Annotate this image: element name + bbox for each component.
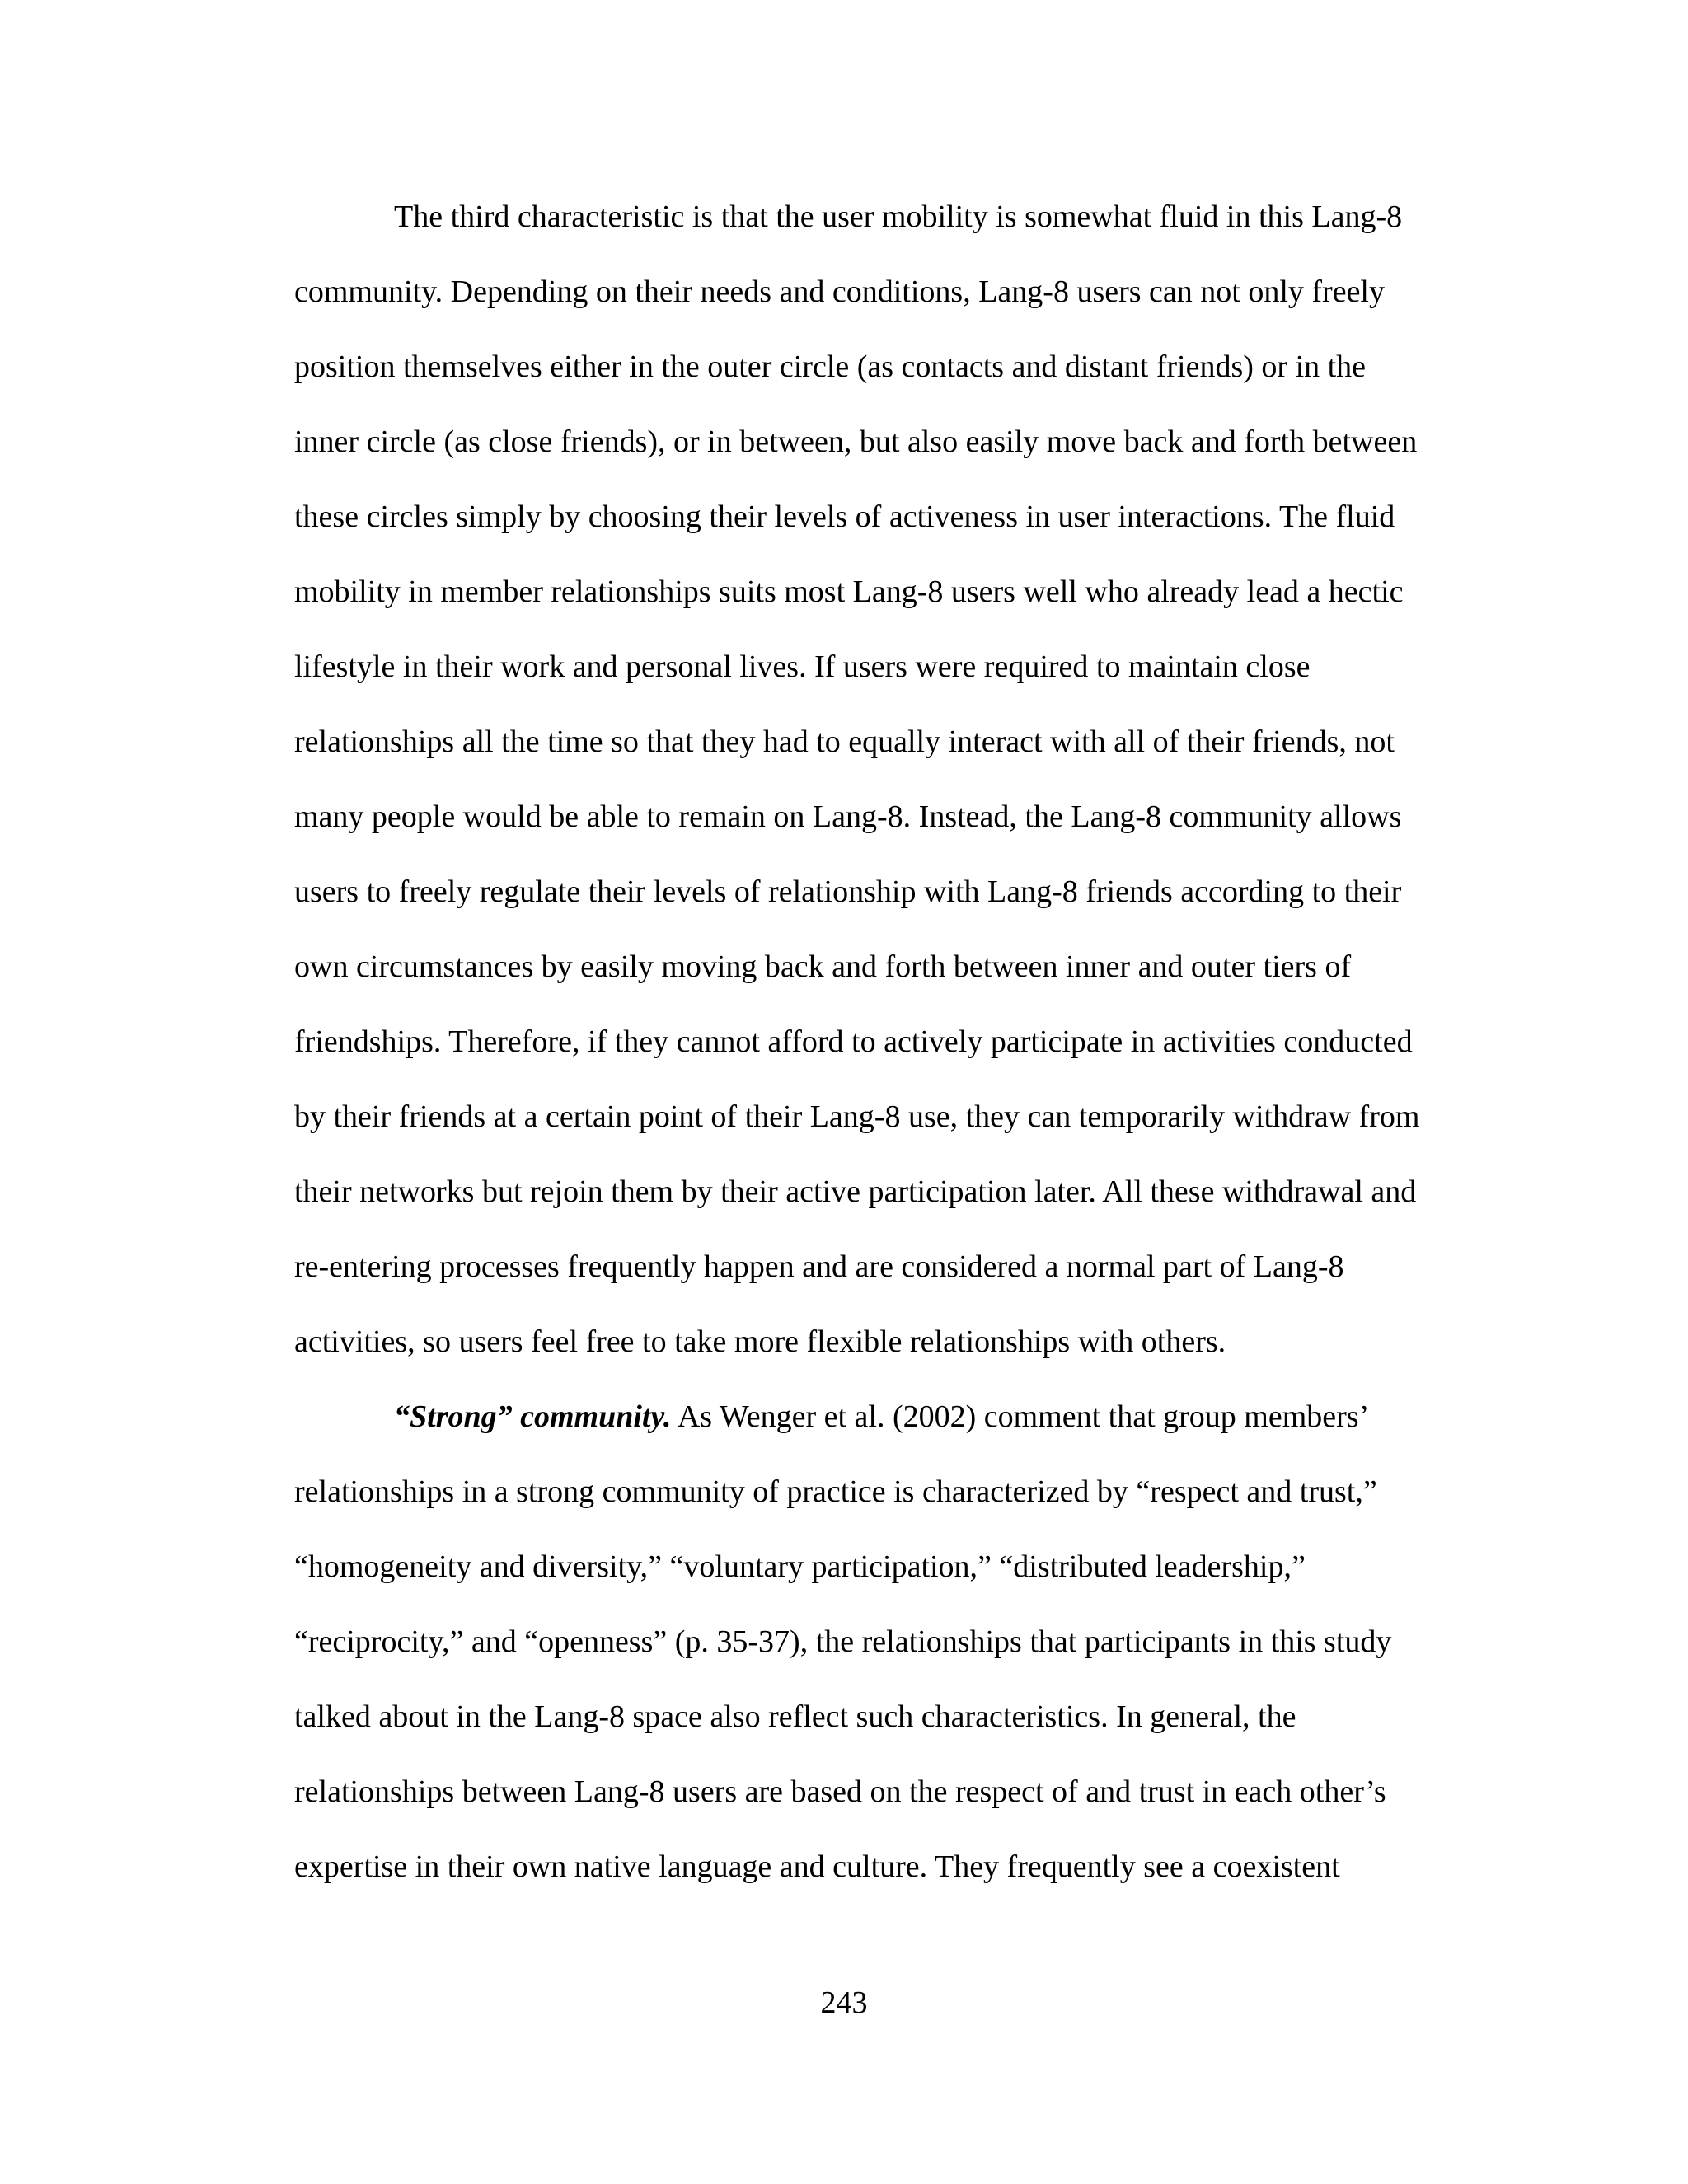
paragraph-1-line-6: mobility in member relationships suits most Lang-8 users well who already lead a hectic [294, 574, 1404, 609]
paragraph-2-line-1-text: As Wenger et al. (2002) comment that group members’ [671, 1399, 1370, 1434]
paragraph-1-line-1: The third characteristic is that the user mobility is somewhat fluid in this Lang-8 [394, 199, 1403, 234]
paragraph-1-line-12: friendships. Therefore, if they cannot afford to actively participate in activities conducted [294, 1024, 1413, 1059]
page-number: 243 [820, 1985, 868, 2020]
paragraph-1-line-7: lifestyle in their work and personal lives. If users were required to maintain close [294, 649, 1311, 684]
paragraph-2-line-3: “homogeneity and diversity,” “voluntary participation,” “distributed leadership,” [294, 1549, 1306, 1584]
paragraph-1-line-13: by their friends at a certain point of their Lang-8 use, they can temporarily withdraw from [294, 1099, 1420, 1134]
paragraph-1-line-11: own circumstances by easily moving back and forth between inner and outer tiers of [294, 949, 1352, 984]
paragraph-1-line-5: these circles simply by choosing their levels of activeness in user interactions. The fluid [294, 499, 1395, 534]
paragraph-2-line-7: expertise in their own native language and culture. They frequently see a coexistent [294, 1849, 1340, 1884]
paragraph-1-line-14: their networks but rejoin them by their active participation later. All these withdrawal and [294, 1174, 1417, 1209]
paragraph-2-line-2: relationships in a strong community of practice is characterized by “respect and trust,” [294, 1474, 1377, 1509]
paragraph-1-line-9: many people would be able to remain on Lang-8. Instead, the Lang-8 community allows [294, 799, 1402, 834]
paragraph-1-line-4: inner circle (as close friends), or in between, but also easily move back and forth between [294, 424, 1418, 459]
paragraph-1-line-8: relationships all the time so that they had to equally interact with all of their friends, not [294, 724, 1395, 759]
section-heading: “Strong” community. [394, 1399, 672, 1434]
paragraph-1-line-10: users to freely regulate their levels of relationship with Lang-8 friends according to their [294, 874, 1402, 909]
paragraph-2-line-5: talked about in the Lang-8 space also reflect such characteristics. In general, the [294, 1699, 1296, 1734]
paragraph-1-line-15: re-entering processes frequently happen and are considered a normal part of Lang-8 [294, 1249, 1344, 1284]
paragraph-1-line-3: position themselves either in the outer circle (as contacts and distant friends) or in the [294, 349, 1367, 384]
paragraph-2-line-6: relationships between Lang-8 users are based on the respect of and trust in each other’s [294, 1774, 1386, 1809]
paragraph-1-line-16: activities, so users feel free to take more flexible relationships with others. [294, 1324, 1226, 1359]
paragraph-2-line-1 [394, 1392, 1589, 1441]
paragraph-2-line-4: “reciprocity,” and “openness” (p. 35-37), the relationships that participants in this study [294, 1624, 1392, 1659]
paragraph-1-line-2: community. Depending on their needs and conditions, Lang-8 users can not only freely [294, 274, 1385, 309]
